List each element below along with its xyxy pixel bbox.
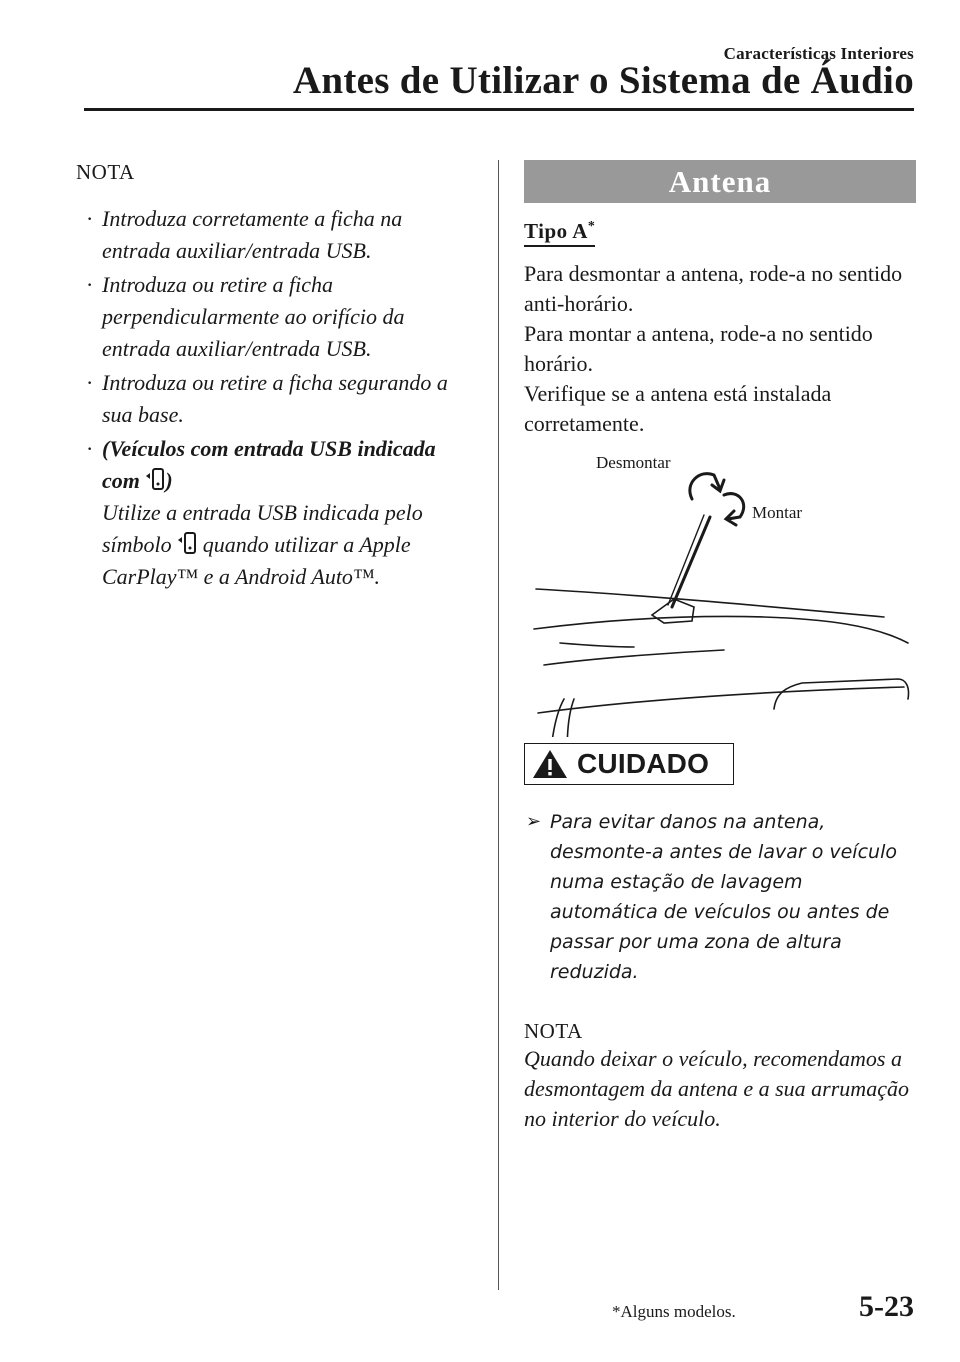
nota-list — [76, 203, 476, 593]
nota-text: Quando deixar o veículo, recomendamos a desmontagem da antena e a sua arrumação no interior do veículo. — [524, 1046, 909, 1131]
paragraph: Verifique se a antena está instalada corretamente. — [524, 381, 832, 436]
car-roof-antenna-drawing — [524, 447, 916, 737]
usb-phone-icon — [145, 467, 165, 491]
page-number: 5-23 — [859, 1290, 914, 1323]
instructions — [524, 259, 916, 439]
arrow-bullet-icon: ➢ — [526, 811, 542, 832]
warning-triangle-icon — [531, 748, 569, 780]
subheading — [524, 219, 595, 247]
usb-phone-icon — [177, 531, 197, 555]
bullet-icon: · — [86, 370, 94, 395]
usb-heading-suffix: ) — [165, 468, 173, 493]
caution-box — [524, 743, 734, 785]
caution-label: CUIDADO — [577, 748, 710, 779]
bullet-icon: · — [86, 206, 94, 231]
list-item-text: Introduza ou retire a ficha perpendicularmente ao orifício da entrada auxiliar/entrada USB. — [102, 272, 405, 361]
usb-heading-prefix: (Veículos com entrada USB indicada com — [102, 436, 436, 493]
bullet-icon: · — [86, 436, 94, 461]
footnote: *Alguns modelos. — [612, 1302, 736, 1321]
subheading-text: Tipo A — [524, 219, 588, 243]
nota-heading: NOTA — [76, 160, 135, 184]
usb-item-text-prefix: Utilize a entrada USB indicada pelo símbolo — [102, 500, 423, 557]
list-item-usb — [76, 433, 476, 593]
footnote-mark: * — [587, 219, 596, 234]
label-install: Montar — [752, 503, 803, 522]
caution-text: Para evitar danos na antena, desmonte-a antes de lavar o veículo numa estação de lavagem automática de veículos ou antes de passar por uma zona de altura reduzida. — [550, 811, 897, 983]
list-item-text: Introduza corretamente a ficha na entrada auxiliar/entrada USB. — [102, 206, 403, 263]
label-remove: Desmontar — [596, 453, 671, 472]
header-rule — [84, 108, 914, 111]
section-title-bar: Antena — [524, 160, 916, 203]
antenna-illustration — [524, 447, 916, 737]
caution-item — [524, 807, 916, 987]
left-column — [76, 160, 476, 595]
list-item — [76, 367, 476, 431]
list-item-text: Introduza ou retire a ficha segurando a sua base. — [102, 370, 448, 427]
list-item — [76, 203, 476, 267]
page-title: Antes de Utilizar o Sistema de Áudio — [292, 59, 914, 102]
bullet-icon: · — [86, 272, 94, 297]
paragraph: Para desmontar a antena, rode-a no sentido anti-horário. — [524, 261, 903, 316]
right-column — [524, 160, 916, 1134]
header-section-label: Características Interiores — [723, 44, 914, 63]
column-divider — [498, 160, 499, 1290]
list-item — [76, 269, 476, 365]
usb-item-heading — [102, 436, 436, 493]
nota-heading: NOTA — [524, 1019, 583, 1043]
paragraph: Para montar a antena, rode-a no sentido horário. — [524, 321, 873, 376]
usb-item-text-suffix: quando utilizar a Apple CarPlay™ e a Android Auto™. — [102, 532, 411, 589]
